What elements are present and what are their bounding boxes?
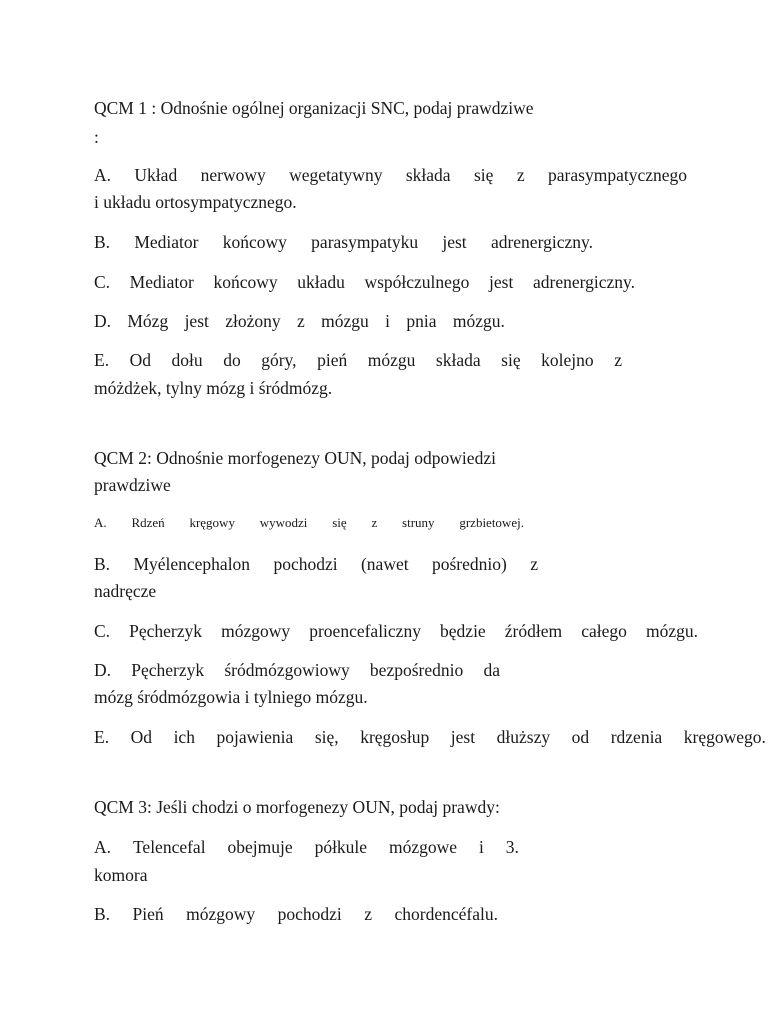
word: Pień (132, 904, 164, 924)
word: pojawienia (216, 727, 294, 747)
qcm2-option-d-line2: mózg śródmózgowia i tylniego mózgu. (94, 687, 368, 707)
word: kręgowego. (683, 727, 766, 747)
word: struny (402, 515, 435, 530)
word: adrenergiczny. (490, 232, 593, 252)
word: wegetatywny (289, 165, 383, 185)
word: Pęcherzyk (131, 660, 205, 680)
word: rdzenia (610, 727, 663, 747)
word: źródłem (504, 621, 563, 641)
qcm1-option-a-line1 (94, 164, 687, 186)
word: D. (94, 660, 112, 680)
qcm3-option-b (94, 903, 498, 925)
word: góry, (261, 350, 297, 370)
word: pochodzi (273, 554, 338, 574)
qcm2-option-c (94, 620, 698, 642)
qcm1-option-e-line2: móżdżek, tylny mózg i śródmózg. (94, 378, 333, 398)
word: Telencefal (132, 837, 206, 857)
word: kręgowy (189, 515, 235, 530)
word: Myélencephalon (133, 554, 251, 574)
word: i (478, 837, 484, 857)
qcm1-option-b (94, 231, 593, 253)
word: ich (173, 727, 195, 747)
word: pochodzi (277, 904, 342, 924)
word: B. (94, 554, 111, 574)
word: się (501, 350, 521, 370)
qcm2-option-a (94, 512, 524, 534)
qcm2-title: QCM 2: Odnośnie morfogenezy OUN, podaj odpowiedzi (94, 448, 496, 468)
word: jest (184, 311, 209, 331)
word: się, (314, 727, 339, 747)
word: jest (450, 727, 476, 747)
qcm2-title-continuation: prawdziwe (94, 475, 171, 495)
word: z (614, 350, 622, 370)
word: pień (317, 350, 348, 370)
word: z (364, 904, 373, 924)
qcm2-option-e (94, 726, 766, 748)
word: Mediator (129, 272, 194, 292)
qcm3-title: QCM 3: Jeśli chodzi o morfogenezy OUN, podaj prawdy: (94, 797, 500, 817)
word: Układ (134, 165, 178, 185)
word: jest (489, 272, 514, 292)
word: dłuższy (496, 727, 551, 747)
word: do (223, 350, 241, 370)
word: E. (94, 350, 110, 370)
qcm2-option-b-line2: nadręcze (94, 581, 157, 601)
word: pnia (406, 311, 437, 331)
word: współczulnego (364, 272, 470, 292)
qcm1-title: QCM 1 : Odnośnie ogólnej organizacji SNC, podaj prawdziwe (94, 98, 534, 118)
word: chordencéfalu. (394, 904, 498, 924)
word: mózgu. (645, 621, 698, 641)
word: złożony (225, 311, 281, 331)
word: pośrednio) (431, 554, 507, 574)
word: bezpośrednio (369, 660, 464, 680)
word: mózgu (367, 350, 416, 370)
qcm3-option-a-line2: komora (94, 865, 148, 885)
word: i (385, 311, 391, 331)
word: układu (297, 272, 345, 292)
word: od (571, 727, 590, 747)
word: składa (405, 165, 451, 185)
word: mózgowe (389, 837, 458, 857)
qcm2-option-b-line1 (94, 553, 538, 575)
word: wywodzi (259, 515, 308, 530)
qcm2-option-d-line1 (94, 659, 500, 681)
word: z (516, 165, 525, 185)
word: końcowy (213, 272, 278, 292)
word: D. (94, 311, 112, 331)
word: z (530, 554, 538, 574)
word: (nawet (360, 554, 409, 574)
qcm1-option-a-line2: i układu ortosympatycznego. (94, 192, 297, 212)
qcm1-title-continuation: : (94, 127, 99, 147)
word: jest (442, 232, 467, 252)
word: 3. (505, 837, 519, 857)
word: z (297, 311, 305, 331)
word: B. (94, 904, 111, 924)
word: się (473, 165, 494, 185)
word: się (332, 515, 347, 530)
word: mózgowy (221, 621, 291, 641)
word: półkule (314, 837, 368, 857)
word: adrenergiczny. (532, 272, 635, 292)
word: nerwowy (200, 165, 266, 185)
word: B. (94, 232, 111, 252)
qcm1-option-c (94, 271, 635, 293)
word: Pęcherzyk (129, 621, 203, 641)
word: będzie (440, 621, 486, 641)
word: Mediator (134, 232, 199, 252)
qcm1-option-d (94, 310, 505, 332)
word: parasympatycznego (548, 165, 687, 185)
word: A. (94, 165, 112, 185)
word: A. (94, 837, 112, 857)
word: kręgosłup (360, 727, 430, 747)
word: końcowy (222, 232, 287, 252)
word: obejmuje (227, 837, 293, 857)
word: C. (94, 621, 111, 641)
word: mózgu. (452, 311, 505, 331)
word: grzbietowej. (459, 515, 524, 530)
qcm3-option-a-line1 (94, 836, 519, 858)
word: da (483, 660, 500, 680)
word: dołu (171, 350, 203, 370)
word: Rdzeń (131, 515, 165, 530)
word: śródmózgowiowy (224, 660, 350, 680)
word: składa (435, 350, 481, 370)
word: Od (130, 727, 153, 747)
word: całego (581, 621, 627, 641)
word: Od (129, 350, 151, 370)
word: Mózg (127, 311, 169, 331)
word: proencefaliczny (309, 621, 421, 641)
word: A. (94, 515, 107, 530)
word: E. (94, 727, 110, 747)
word: mózgowy (186, 904, 256, 924)
qcm1-option-e-line1 (94, 349, 622, 371)
word: parasympatyku (311, 232, 419, 252)
word: kolejno (541, 350, 594, 370)
word: z (371, 515, 378, 530)
word: mózgu (321, 311, 369, 331)
word: C. (94, 272, 111, 292)
